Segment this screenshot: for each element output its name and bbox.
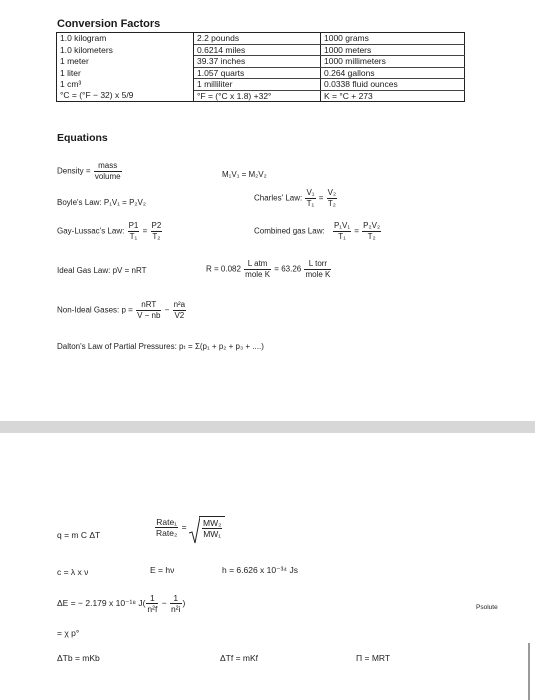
sqrt-frac bbox=[202, 518, 222, 539]
boiling-point-elevation: ΔTb = mKb bbox=[57, 653, 100, 663]
boyles-law: Boyle's Law: P₁V₁ = P₂V₂ bbox=[57, 198, 146, 207]
conversion-cell: K = °C + 273 bbox=[321, 90, 465, 102]
graham-num: Rate₁ bbox=[156, 517, 178, 527]
conversion-row bbox=[57, 67, 465, 79]
gl-den-1: T₁ bbox=[129, 232, 138, 241]
gl-num-1: P1 bbox=[128, 221, 139, 230]
page-edge-line bbox=[528, 643, 530, 700]
charles-num-2: V₂ bbox=[327, 188, 337, 197]
ni-den-2: V2 bbox=[174, 311, 185, 320]
rydberg-num-1: 1 bbox=[146, 593, 158, 604]
raoults-law: = χ p° bbox=[57, 628, 80, 638]
ni-den-1: V − nb bbox=[137, 311, 161, 320]
conversion-cell: 1.0 kilometers bbox=[57, 44, 194, 56]
cg-den-2: T₂ bbox=[367, 232, 376, 241]
conversion-cell: 0.264 gallons bbox=[321, 67, 465, 79]
conversion-cell: 1 milliliter bbox=[194, 79, 321, 91]
r-mid: = 63.26 bbox=[274, 264, 302, 274]
rydberg-frac-1 bbox=[146, 593, 158, 614]
cg-equals: = bbox=[354, 226, 359, 236]
rydberg-close: ) bbox=[182, 597, 186, 608]
cg-frac-2 bbox=[362, 221, 381, 242]
graham-frac bbox=[155, 517, 178, 538]
gl-frac-1 bbox=[128, 221, 140, 242]
ni-minus: − bbox=[164, 305, 170, 315]
charles-frac-1 bbox=[305, 188, 315, 209]
page-divider bbox=[0, 421, 535, 433]
conversion-cell: 1000 millimeters bbox=[321, 56, 465, 68]
charles-den-1: T₁ bbox=[306, 199, 315, 208]
rydberg-num-2: 1 bbox=[170, 593, 181, 604]
charles-den-2: T₂ bbox=[327, 199, 336, 208]
osmotic-pressure: Π = MRT bbox=[356, 653, 391, 663]
rydberg-label: ΔE = − 2.179 x 10⁻¹⁸ J( bbox=[57, 597, 146, 608]
photon-energy: E = hν bbox=[150, 565, 175, 575]
r-den-2: mole K bbox=[305, 270, 331, 279]
gay-lussac-label: Gay-Lussac's Law: bbox=[57, 226, 125, 236]
cg-num-1: P₁V₁ bbox=[333, 221, 351, 230]
non-ideal-label: Non-Ideal Gases: p = bbox=[57, 305, 133, 315]
combined-label: Combined gas Law: bbox=[254, 226, 325, 236]
gl-num-2: P2 bbox=[151, 221, 162, 230]
cg-frac-1 bbox=[333, 221, 351, 242]
rydberg-equation bbox=[57, 593, 185, 614]
equations-heading: Equations bbox=[57, 132, 108, 144]
graham-den: Rate₂ bbox=[156, 528, 178, 538]
conversion-row bbox=[57, 56, 465, 68]
ni-frac-2 bbox=[173, 300, 187, 321]
ni-num-1: nRT bbox=[136, 300, 161, 311]
r-label: R = 0.082 bbox=[206, 264, 241, 274]
conversion-cell: 0.0338 fluid ounces bbox=[321, 79, 465, 91]
density-label: Density = bbox=[57, 166, 91, 176]
rydberg-den-2: n²i bbox=[171, 604, 181, 614]
charles-num-1: V₁ bbox=[306, 188, 315, 197]
cg-den-1: T₁ bbox=[338, 232, 346, 241]
heat-equation: q = m C ΔT bbox=[57, 530, 101, 540]
sqrt-radical bbox=[189, 516, 225, 539]
gl-frac-2 bbox=[151, 221, 163, 242]
r-num-1: L atm bbox=[244, 259, 271, 270]
conversion-table bbox=[56, 32, 465, 102]
r-frac-1 bbox=[244, 259, 271, 280]
density-denominator: volume bbox=[94, 172, 121, 181]
gl-equals: = bbox=[142, 226, 148, 236]
conversion-cell: 1.0 kilogram bbox=[57, 33, 194, 45]
daltons-law: Dalton's Law of Partial Pressures: pₜ = Σ(p₁ + p₂ + p₃ + ....) bbox=[57, 342, 264, 351]
conversion-cell: °C = (°F − 32) x 5/9 bbox=[57, 90, 194, 102]
density-fraction bbox=[94, 161, 122, 182]
gas-constant bbox=[206, 259, 332, 280]
conversion-cell: 1 liter bbox=[57, 67, 194, 79]
conversion-row bbox=[57, 79, 465, 91]
cg-num-2: P₂V₂ bbox=[363, 221, 381, 230]
rydberg-minus: − bbox=[161, 597, 167, 608]
conversion-cell: 1 meter bbox=[57, 56, 194, 68]
charles-equals: = bbox=[318, 193, 324, 203]
sqrt-symbol-icon bbox=[189, 516, 200, 544]
conversion-row bbox=[57, 90, 465, 102]
conversion-cell: 1 cm³ bbox=[57, 79, 194, 91]
graham-equals: = bbox=[181, 521, 187, 532]
dilution-equation: M₁V₁ = M₂V₂ bbox=[222, 170, 267, 179]
combined-gas-law bbox=[254, 221, 382, 242]
conversion-cell: 2.2 pounds bbox=[194, 33, 321, 45]
conversion-cell: 39.37 inches bbox=[194, 56, 321, 68]
conversion-cell: 0.6214 miles bbox=[194, 44, 321, 56]
gl-den-2: T₂ bbox=[152, 232, 161, 241]
charles-label: Charles' Law: bbox=[254, 193, 303, 203]
conversion-row bbox=[57, 33, 465, 45]
page-title: Conversion Factors bbox=[57, 18, 161, 30]
conversion-row bbox=[57, 44, 465, 56]
r-den-1: mole K bbox=[245, 270, 271, 279]
wave-equation: c = λ x ν bbox=[57, 567, 89, 577]
grahams-law bbox=[154, 516, 225, 539]
planck-constant: h = 6.626 x 10⁻³⁴ Js bbox=[222, 565, 298, 575]
sqrt-num: MW₂ bbox=[202, 518, 222, 528]
p-solute-label: Psolute bbox=[476, 604, 498, 611]
rydberg-den-1: n²f bbox=[147, 604, 158, 614]
r-frac-2 bbox=[304, 259, 331, 280]
conversion-cell: 1.057 quarts bbox=[194, 67, 321, 79]
sqrt-den: MW₁ bbox=[203, 529, 222, 539]
rydberg-frac-2 bbox=[170, 593, 181, 614]
charles-law bbox=[254, 188, 338, 209]
freezing-point-depression: ΔTf = mKf bbox=[220, 653, 259, 663]
ni-frac-1 bbox=[136, 300, 161, 321]
ni-num-2: n²a bbox=[173, 300, 186, 309]
conversion-cell: °F = (°C x 1.8) +32° bbox=[194, 90, 321, 102]
gay-lussac-law bbox=[57, 221, 163, 242]
conversion-cell: 1000 grams bbox=[321, 33, 465, 45]
density-numerator: mass bbox=[94, 161, 122, 172]
ideal-gas-law: Ideal Gas Law: pV = nRT bbox=[57, 266, 147, 275]
r-num-2: L torr bbox=[304, 259, 331, 270]
charles-frac-2 bbox=[327, 188, 337, 209]
conversion-cell: 1000 meters bbox=[321, 44, 465, 56]
density-equation bbox=[57, 161, 123, 182]
non-ideal-gas bbox=[57, 300, 187, 321]
